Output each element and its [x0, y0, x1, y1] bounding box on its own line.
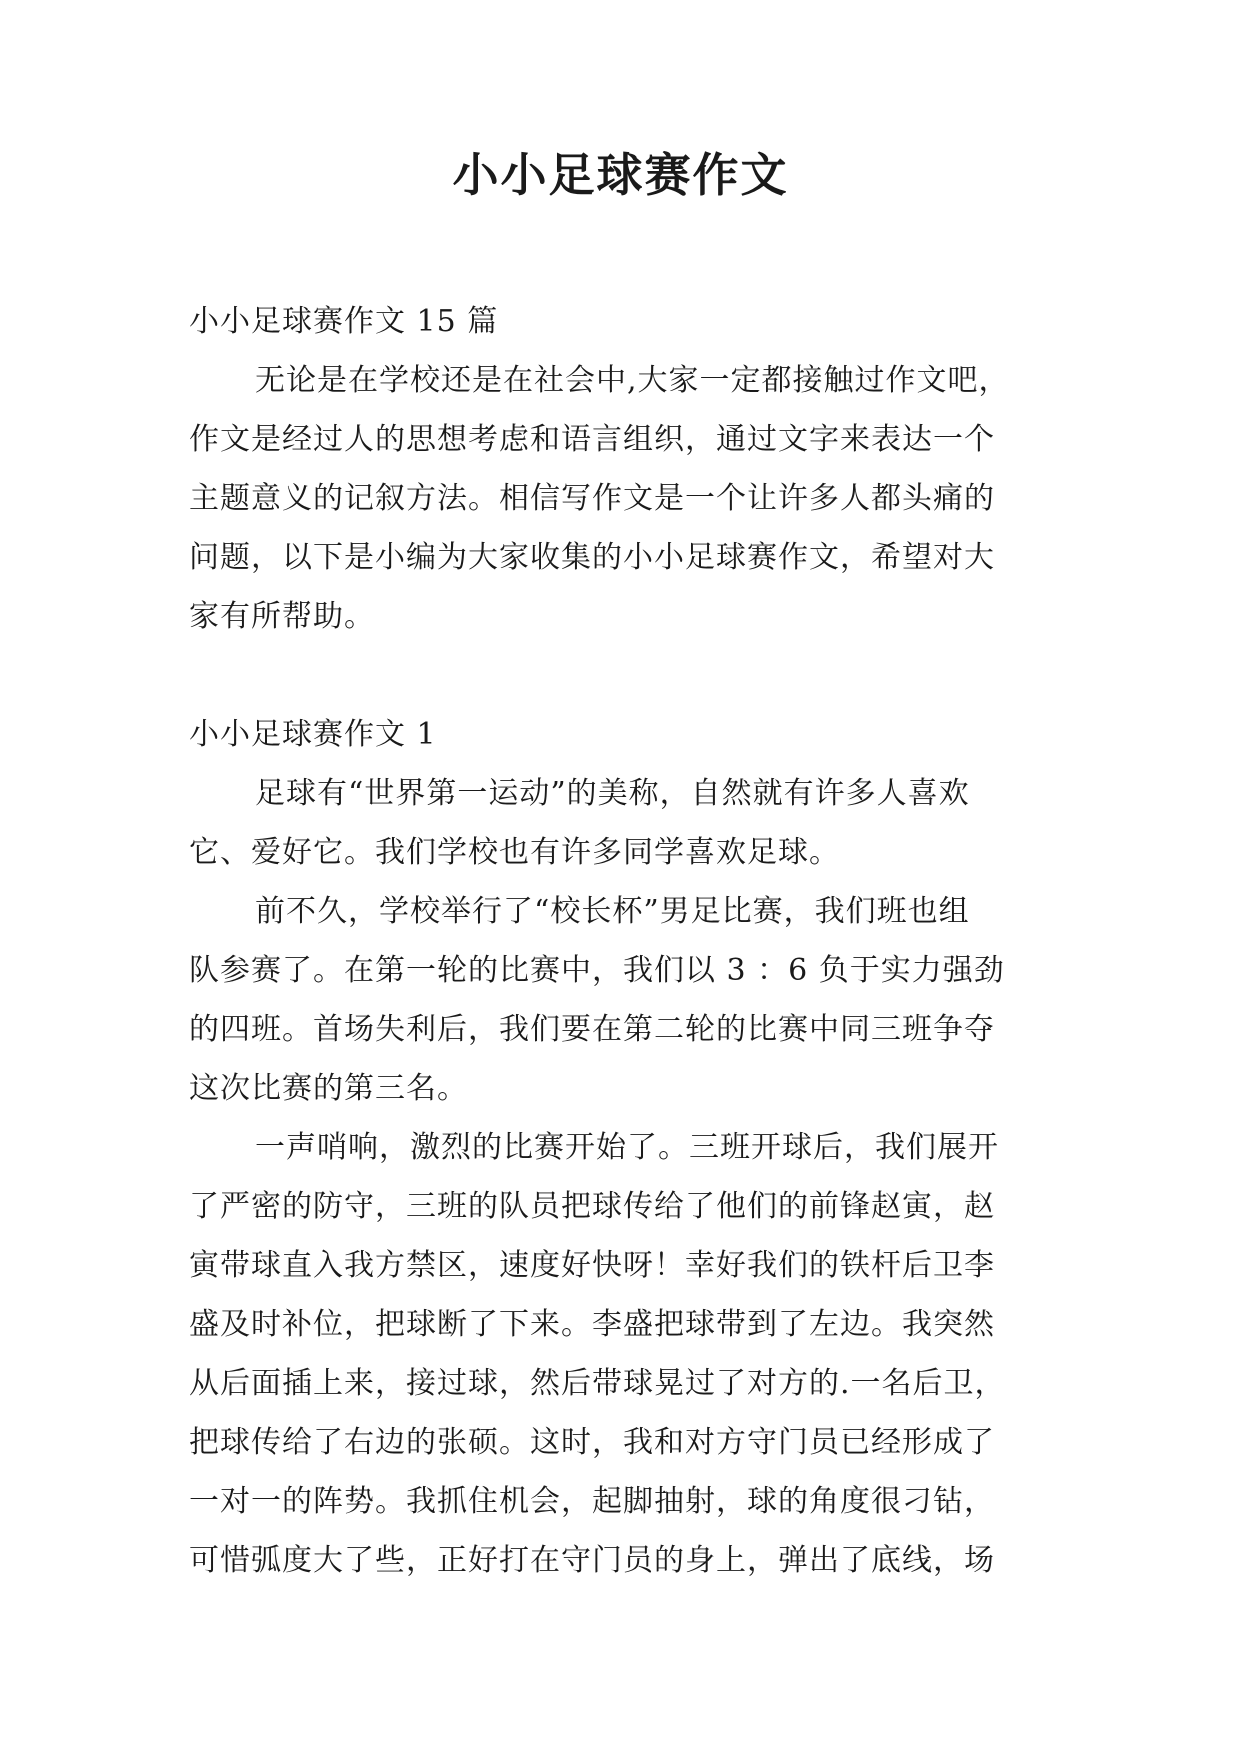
intro-line: 家有所帮助。	[189, 599, 375, 634]
section-spacing	[189, 646, 1069, 705]
paragraph-line: 寅带球直入我方禁区，速度好快呀！幸好我们的铁杆后卫李	[189, 1248, 995, 1283]
paragraph-line: 它、爱好它。我们学校也有许多同学喜欢足球。	[189, 835, 840, 870]
paragraph-line: 把球传给了右边的张硕。这时，我和对方守门员已经形成了	[189, 1425, 995, 1460]
paragraph-line: 盛及时补位，把球断了下来。李盛把球带到了左边。我突然	[189, 1307, 995, 1342]
paragraph-line: 可惜弧度大了些，正好打在守门员的身上，弹出了底线，场	[189, 1543, 995, 1578]
intro-line: 无论是在学校还是在社会中,大家一定都接触过作文吧，	[255, 363, 1010, 398]
section-heading: 小小足球赛作文 1	[189, 717, 437, 752]
paragraph-line: 从后面插上来，接过球，然后带球晃过了对方的.一名后卫，	[189, 1366, 1006, 1401]
paragraph-line: 的四班。首场失利后，我们要在第二轮的比赛中同三班争夺	[189, 1012, 995, 1047]
document-title: 小小足球赛作文	[452, 148, 789, 202]
intro-line: 作文是经过人的思想考虑和语言组织，通过文字来表达一个	[189, 422, 995, 457]
document-content	[189, 292, 1069, 1590]
paragraph-line: 一声哨响，激烈的比赛开始了。三班开球后，我们展开	[255, 1130, 999, 1165]
paragraph-line: 一对一的阵势。我抓住机会，起脚抽射，球的角度很刁钻，	[189, 1484, 995, 1519]
paragraph-line: 足球有“世界第一运动”的美称，自然就有许多人喜欢	[255, 776, 970, 811]
paragraph-line: 这次比赛的第三名。	[189, 1071, 468, 1106]
paragraph-line: 了严密的防守，三班的队员把球传给了他们的前锋赵寅，赵	[189, 1189, 995, 1224]
paragraph-line: 队参赛了。在第一轮的比赛中，我们以 3 ：6 负于实力强劲	[189, 953, 1005, 988]
intro-heading: 小小足球赛作文 15 篇	[189, 304, 499, 339]
paragraph-line: 前不久，学校举行了“校长杯”男足比赛，我们班也组	[255, 894, 970, 929]
intro-line: 问题，以下是小编为大家收集的小小足球赛作文，希望对大	[189, 540, 995, 575]
intro-line: 主题意义的记叙方法。相信写作文是一个让许多人都头痛的	[189, 481, 995, 516]
